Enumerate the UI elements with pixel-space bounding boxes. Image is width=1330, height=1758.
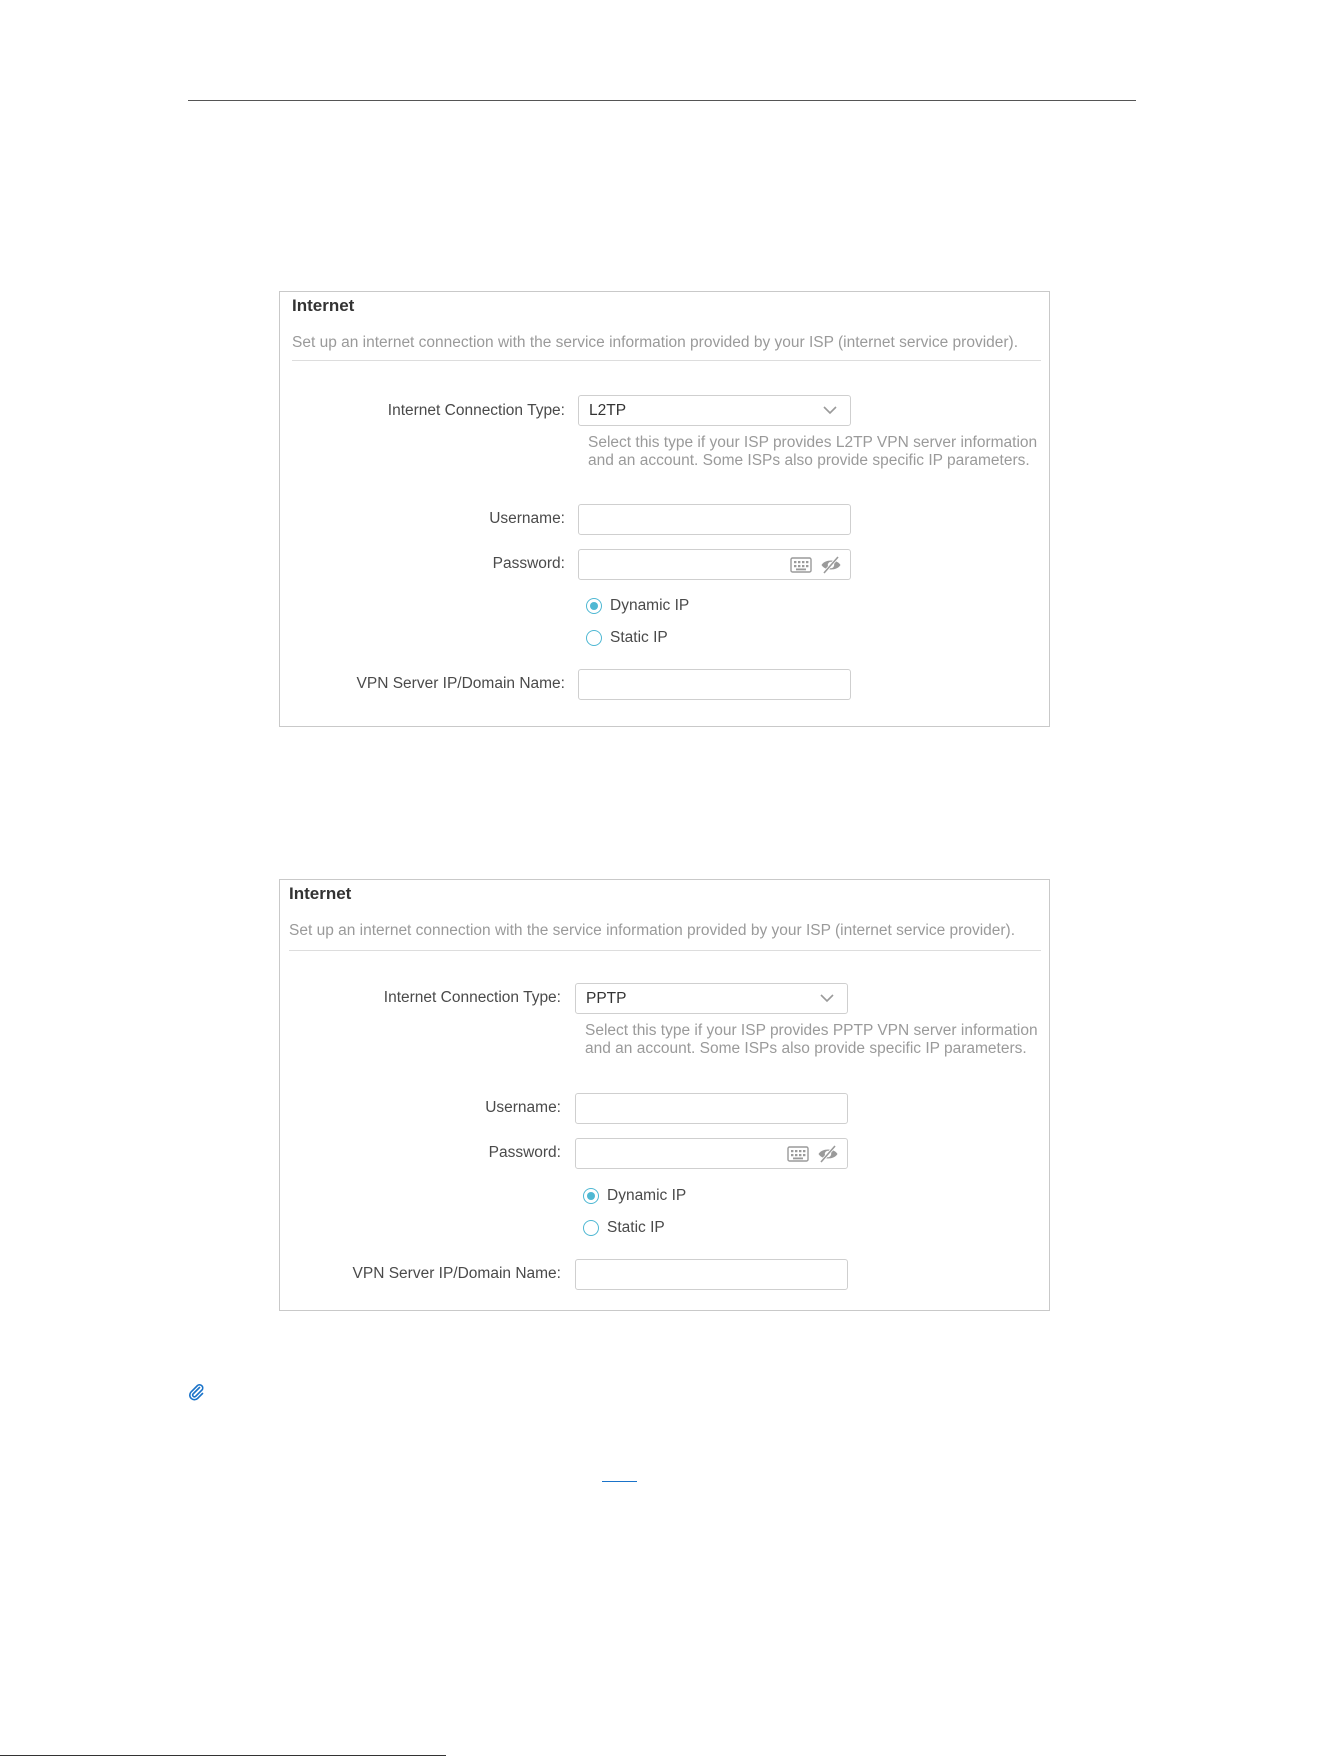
vpn-server-input[interactable]: [578, 669, 851, 700]
radio-label: Dynamic IP: [610, 597, 690, 614]
password-input[interactable]: [578, 549, 851, 580]
footer-rule: [0, 1755, 446, 1756]
connection-type-value: L2TP: [589, 402, 627, 419]
vpn-server-input[interactable]: [575, 1259, 848, 1290]
panel-description: Set up an internet connection with the service information provided by your ISP (internet service provider).: [292, 334, 1019, 351]
paperclip-icon: [187, 1383, 205, 1401]
panel-title: Internet: [289, 884, 352, 903]
panel-title: Internet: [292, 296, 355, 315]
username-label: Username:: [485, 1099, 561, 1116]
password-label: Password:: [488, 1144, 561, 1161]
password-input[interactable]: [575, 1138, 848, 1169]
chevron-down-icon: [822, 404, 838, 416]
connection-type-label: Internet Connection Type:: [387, 402, 565, 419]
keyboard-icon[interactable]: [787, 1145, 809, 1163]
internet-panel-l2tp: [279, 291, 1050, 727]
radio-button[interactable]: [586, 630, 602, 646]
header-rule: [188, 100, 1136, 101]
vpn-server-label: VPN Server IP/Domain Name:: [356, 675, 565, 692]
connection-type-hint: Select this type if your ISP provides PPTP VPN server information and an account. Some ISPs also provide specific IP parameters.: [585, 1022, 1038, 1057]
username-input[interactable]: [578, 504, 851, 535]
panel-divider: [289, 950, 1041, 951]
keyboard-icon[interactable]: [790, 556, 812, 574]
eye-off-icon[interactable]: [820, 555, 842, 575]
internet-panel-pptp: [279, 879, 1050, 1311]
connection-type-select[interactable]: [578, 395, 851, 426]
chevron-down-icon: [819, 992, 835, 1004]
radio-label: Static IP: [610, 629, 668, 646]
vpn-server-label: VPN Server IP/Domain Name:: [352, 1265, 561, 1282]
radio-button-checked[interactable]: [583, 1188, 599, 1204]
radio-button-checked[interactable]: [586, 598, 602, 614]
radio-dynamic-ip[interactable]: [583, 1187, 686, 1205]
link-underline[interactable]: [602, 1481, 637, 1482]
radio-dynamic-ip[interactable]: [586, 597, 689, 615]
username-label: Username:: [489, 510, 565, 527]
connection-type-hint: Select this type if your ISP provides L2TP VPN server information and an account. Some ISPs also provide specific IP parameters.: [588, 434, 1038, 469]
username-input[interactable]: [575, 1093, 848, 1124]
connection-type-select[interactable]: [575, 983, 848, 1014]
connection-type-value: PPTP: [586, 990, 627, 1007]
radio-static-ip[interactable]: [583, 1219, 665, 1237]
radio-static-ip[interactable]: [586, 629, 668, 647]
radio-label: Dynamic IP: [607, 1187, 687, 1204]
password-label: Password:: [492, 555, 565, 572]
panel-description: Set up an internet connection with the service information provided by your ISP (internet service provider).: [289, 922, 1016, 939]
radio-label: Static IP: [607, 1219, 665, 1236]
panel-divider: [292, 360, 1041, 361]
eye-off-icon[interactable]: [817, 1144, 839, 1164]
connection-type-label: Internet Connection Type:: [383, 989, 561, 1006]
radio-button[interactable]: [583, 1220, 599, 1236]
